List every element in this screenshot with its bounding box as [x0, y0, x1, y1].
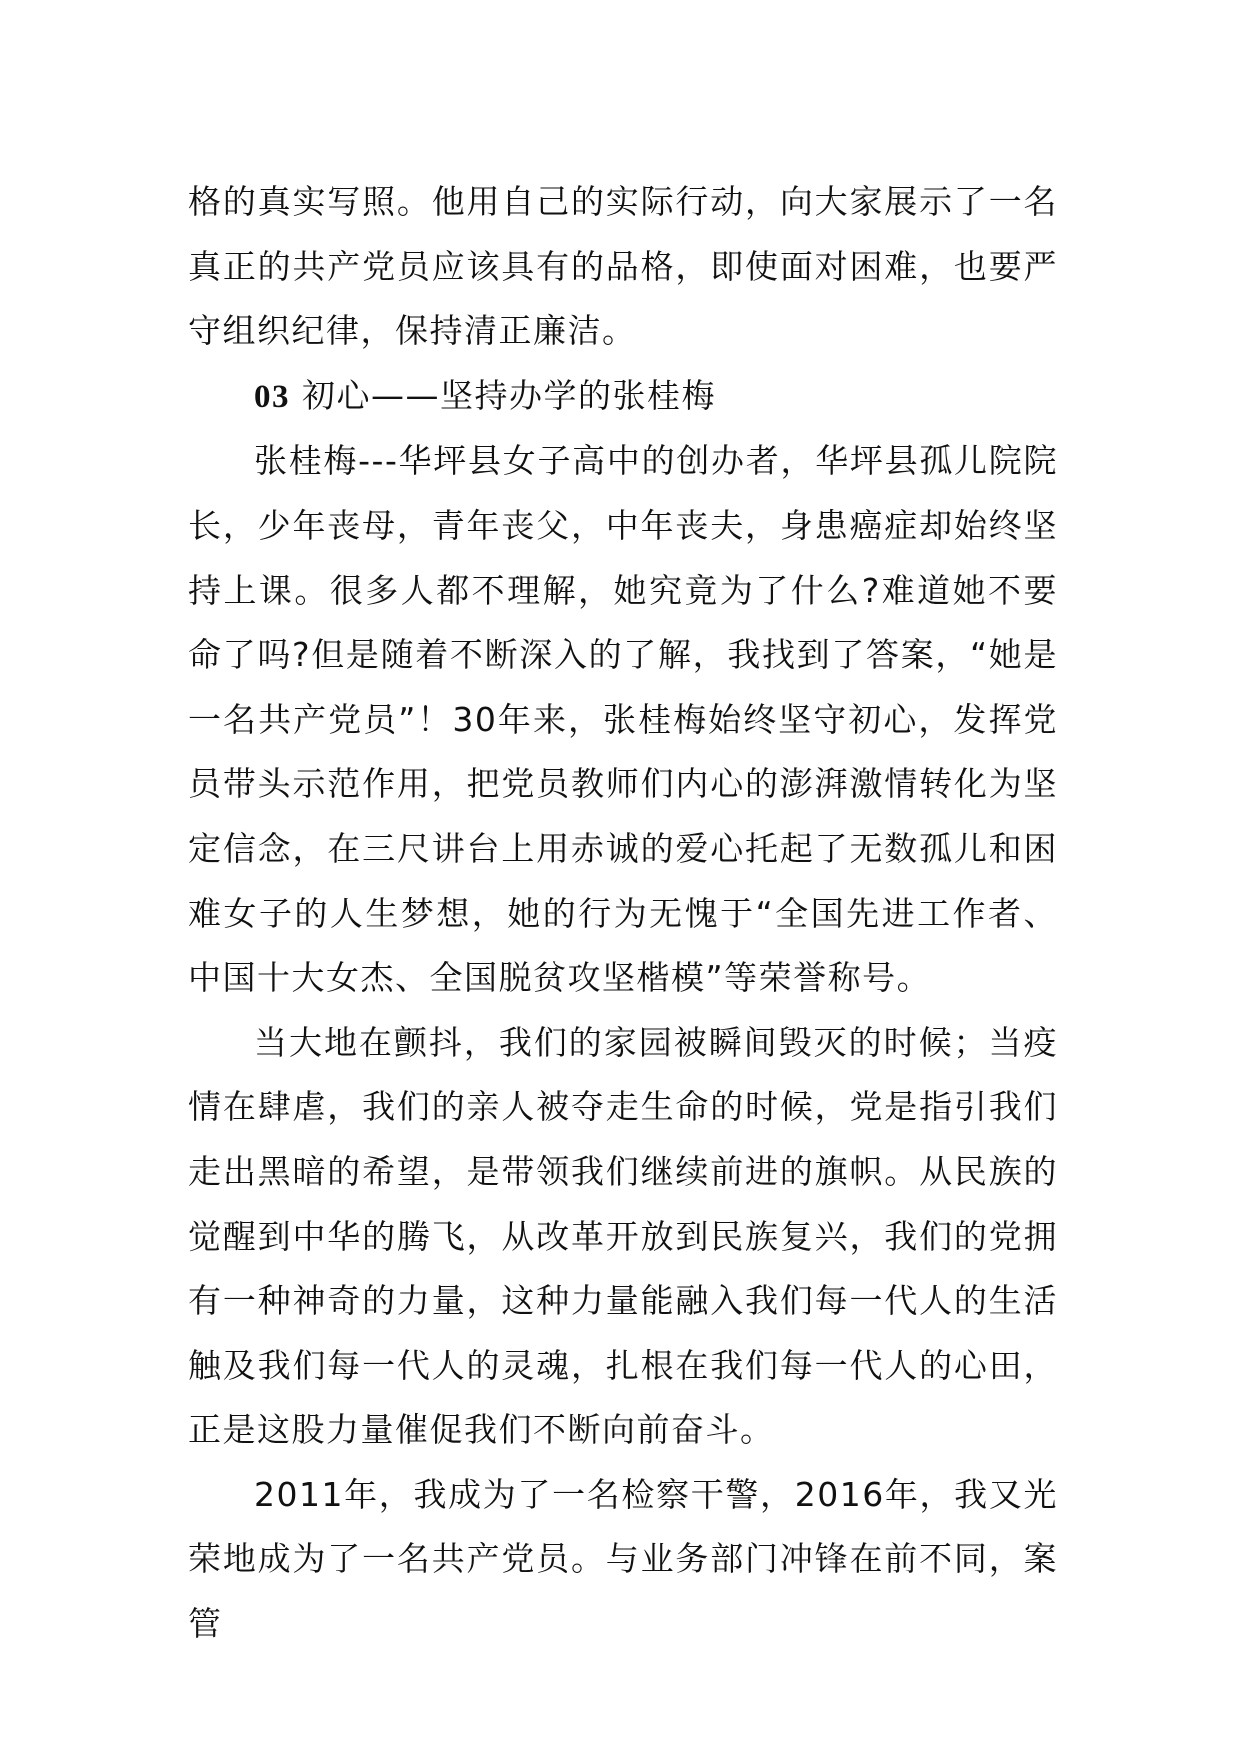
paragraph-continued: 格的真实写照。他用自己的实际行动，向大家展示了一名真正的共产党员应该具有的品格，即使面对困难，也要严守组织纪律，保持清正廉洁。 [188, 182, 1058, 351]
paragraph-party-power: 当大地在颤抖，我们的家园被瞬间毁灭的时候；当疫情在肆虐，我们的亲人被夺走生命的时候，党是指引我们走出黑暗的希望，是带领我们继续前进的旗帜。从民族的觉醒到中华的腾飞，从改革开放到民族复兴，我们的党拥有一种神奇的力量，这种力量能融入我们每一代人的生活触及我们每一代人的灵魂，扎根在我们每一代人的心田，正是这股力量催促我们不断向前奋斗。 [188, 1022, 1058, 1450]
section-number: 03 [254, 378, 290, 415]
document-body [188, 170, 1058, 1657]
paragraph-personal-story: 2011年，我成为了一名检察干警，2016年，我又光荣地成为了一名共产党员。与业务部门冲锋在前不同，案管 [188, 1474, 1058, 1644]
paragraph-zhang-guimei: 张桂梅---华坪县女子高中的创办者，华坪县孤儿院院长，少年丧母，青年丧父，中年丧夫，身患癌症却始终坚持上课。很多人都不理解，她究竟为了什么?难道她不要命了吗?但是随着不断深入的了解，我找到了答案，“她是一名共产党员”！30年来，张桂梅始终坚守初心，发挥党员带头示范作用，把党员教师们内心的澎湃激情转化为坚定信念，在三尺讲台上用赤诚的爱心托起了无数孤儿和困难女子的人生梦想，她的行为无愧于“全国先进工作者、中国十大女杰、全国脱贫攻坚楷模”等荣誉称号。 [188, 441, 1058, 998]
section-heading [188, 364, 1058, 430]
section-title: 初心——坚持办学的张桂梅 [290, 375, 716, 415]
